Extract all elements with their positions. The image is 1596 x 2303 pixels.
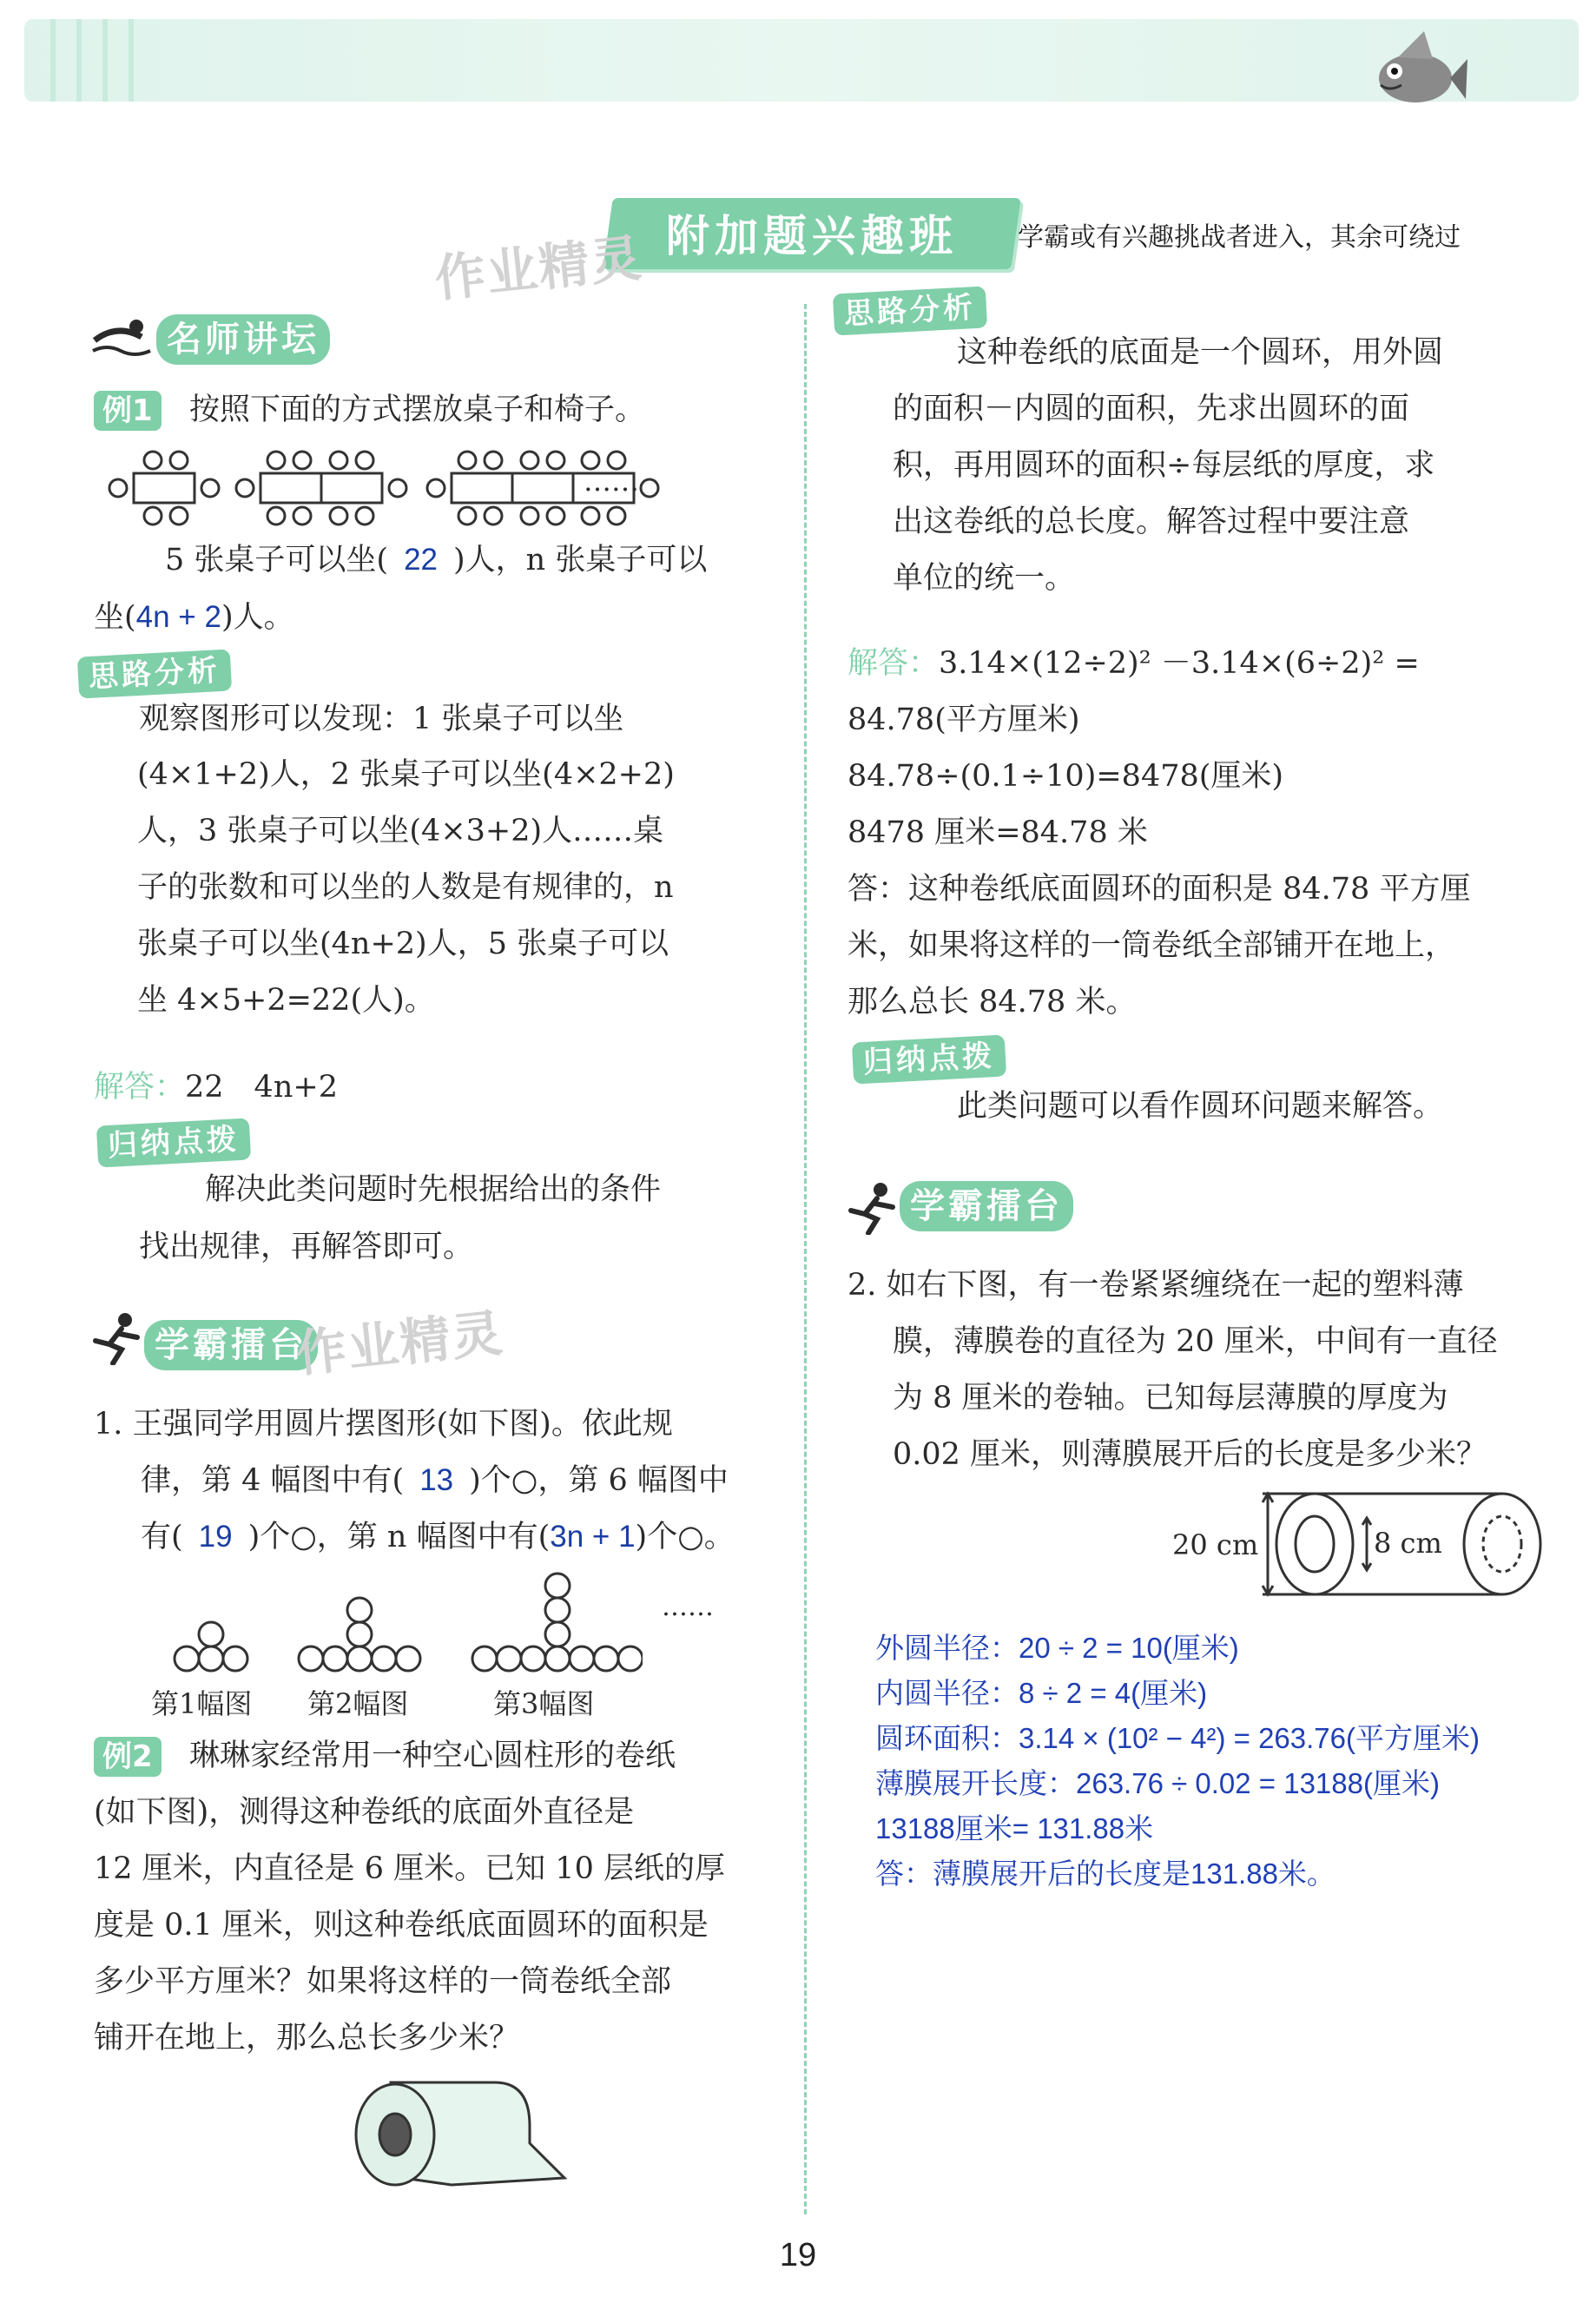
analysis-2-line-3: 积，再用圆环的面积÷每层纸的厚度，求 bbox=[893, 448, 1435, 483]
analysis-2-line-1: 这种卷纸的底面是一个圆环，用外圆 bbox=[957, 335, 1444, 370]
figure-ellipsis: …… bbox=[584, 465, 639, 498]
analysis-1-line-5: 张桌子可以坐(4n+2)人，5 张桌子可以 bbox=[137, 927, 669, 961]
example-2-line-2: (如下图)，测得这种卷纸的底面外直径是 bbox=[94, 1795, 635, 1830]
solution-line-6: 答：薄膜展开后的长度是131.88米。 bbox=[875, 1858, 1335, 1890]
summary-2-tag: 归纳点拨 bbox=[852, 1034, 1006, 1084]
answer-2-line-6: 米，如果将这样的一筒卷纸全部铺开在地上， bbox=[847, 928, 1456, 963]
example-1-tag: 例1 bbox=[94, 391, 162, 431]
solution-line-5: 13188厘米= 131.88米 bbox=[875, 1812, 1154, 1844]
circle-patterns-figure bbox=[156, 1568, 643, 1681]
solution-line-4: 薄膜展开长度：263.76 ÷ 0.02 = 13188(厘米) bbox=[875, 1767, 1440, 1799]
answer-2-line-4: 8478 厘米=84.78 米 bbox=[847, 815, 1148, 850]
example-2-tag: 例2 bbox=[94, 1737, 162, 1777]
pattern-ellipsis: …… bbox=[662, 1592, 714, 1622]
caption-figure-1: 第1幅图 bbox=[151, 1687, 253, 1720]
analysis-1-line-2: (4×1+2)人，2 张桌子可以坐(4×2+2) bbox=[137, 757, 675, 792]
page-number: 19 bbox=[779, 2237, 817, 2273]
analysis-1-line-3: 人，3 张桌子可以坐(4×3+2)人……桌 bbox=[137, 814, 664, 848]
answer-22: 22 bbox=[404, 543, 438, 577]
example-1-blank-line-2: 坐(4n + 2)人。 bbox=[94, 600, 294, 635]
analysis-1-line-4: 子的张数和可以坐的人数是有规律的，n bbox=[137, 870, 674, 905]
summary-1-line-2: 找出规律，再解答即可。 bbox=[139, 1230, 474, 1264]
answer-2-line-7: 那么总长 84.78 米。 bbox=[847, 985, 1137, 1020]
runner-icon bbox=[90, 1311, 142, 1365]
analysis-2-line-2: 的面积－内圆的面积，先求出圆环的面 bbox=[893, 392, 1410, 426]
analysis-1-line-6: 坐 4×5+2=22(人)。 bbox=[137, 983, 435, 1018]
summary-2-text: 此类问题可以看作圆环问题来解答。 bbox=[957, 1089, 1444, 1124]
section-title-top-student-arena: 学霸擂台 bbox=[144, 1320, 318, 1370]
example-1-blank-line-1: 5 张桌子可以坐( 22 )人，n 张桌子可以 bbox=[165, 543, 708, 577]
analysis-2-line-4: 出这卷纸的总长度。解答过程中要注意 bbox=[893, 505, 1410, 539]
solution-line-2: 内圆半径：8 ÷ 2 = 4(厘米) bbox=[875, 1677, 1208, 1709]
analysis-2-line-5: 单位的统一。 bbox=[893, 561, 1076, 596]
label-8cm: 8 cm bbox=[1374, 1527, 1442, 1560]
question-2-line-1: 2. 如右下图，有一卷紧紧缠绕在一起的塑料薄 bbox=[847, 1268, 1464, 1303]
question-1-line-3: 有( 19 )个○，第 n 幅图中有(3n + 1)个○。 bbox=[141, 1520, 735, 1554]
watermark-2: 作业精灵 bbox=[293, 1303, 507, 1384]
analysis-2-tag: 思路分析 bbox=[833, 286, 987, 335]
answer-19: 19 bbox=[198, 1520, 233, 1554]
answer-1: 解答：22 4n+2 bbox=[94, 1070, 338, 1105]
question-2-line-4: 0.02 厘米，则薄膜展开后的长度是多少米？ bbox=[893, 1437, 1487, 1472]
section-title-famous-teacher: 名师讲坛 bbox=[156, 314, 330, 365]
summary-1-line-1: 解决此类问题时先根据给出的条件 bbox=[205, 1172, 662, 1207]
example-2-line-3: 12 厘米，内直径是 6 厘米。已知 10 层纸的厚 bbox=[94, 1851, 725, 1886]
question-2-line-2: 膜，薄膜卷的直径为 20 厘米，中间有一直径 bbox=[893, 1324, 1498, 1359]
answer-4n-plus-2: 4n + 2 bbox=[135, 600, 221, 634]
example-2-line-5: 多少平方厘米？如果将这样的一筒卷纸全部 bbox=[94, 1964, 672, 1999]
fish-icon bbox=[1363, 26, 1467, 122]
caption-figure-3: 第3幅图 bbox=[493, 1687, 595, 1720]
label-20cm: 20 cm bbox=[1172, 1528, 1259, 1561]
caption-figure-2: 第2幅图 bbox=[307, 1687, 409, 1720]
swimmer-icon bbox=[91, 314, 152, 358]
watermark: 作业精灵 bbox=[432, 228, 646, 309]
top-banner-background bbox=[24, 19, 1579, 102]
column-divider bbox=[804, 304, 807, 2214]
example-2-line-4: 度是 0.1 厘米，则这种卷纸底面圆环的面积是 bbox=[94, 1908, 709, 1943]
paper-roll-figure bbox=[347, 2074, 573, 2187]
runner-icon-2 bbox=[846, 1181, 898, 1235]
question-1-line-1: 1. 王强同学用圆片摆图形(如下图)。依此规 bbox=[94, 1407, 673, 1442]
answer-2-line-5: 答：这种卷纸底面圆环的面积是 84.78 平方厘 bbox=[847, 872, 1471, 907]
answer-2-line-1: 解答：3.14×(12÷2)² －3.14×(6÷2)² = bbox=[847, 646, 1420, 681]
answer-2-line-2: 84.78(平方厘米) bbox=[847, 703, 1080, 737]
solution-line-1: 外圆半径：20 ÷ 2 = 10(厘米) bbox=[875, 1632, 1239, 1664]
answer-13: 13 bbox=[419, 1463, 454, 1497]
page-title: 附加题兴趣班 bbox=[666, 211, 958, 261]
section-title-top-student-arena-2: 学霸擂台 bbox=[900, 1181, 1073, 1231]
answer-3n-plus-1: 3n + 1 bbox=[550, 1520, 636, 1554]
example-2-line-6: 铺开在地上，那么总长多少米？ bbox=[94, 2021, 520, 2056]
example-1-question: 按照下面的方式摆放桌子和椅子。 bbox=[189, 393, 646, 427]
summary-1-tag: 归纳点拨 bbox=[96, 1118, 251, 1167]
solution-line-3: 圆环面积：3.14 × (10² − 4²) = 263.76(平方厘米) bbox=[875, 1722, 1480, 1754]
example-2-line-1: 琳琳家经常用一种空心圆柱形的卷纸 bbox=[189, 1739, 676, 1773]
question-1-line-2: 律，第 4 幅图中有( 13 )个○，第 6 幅图中 bbox=[141, 1463, 729, 1498]
title-note: 学霸或有兴趣挑战者进入，其余可绕过 bbox=[1018, 222, 1461, 253]
analysis-1-line-1: 观察图形可以发现：1 张桌子可以坐 bbox=[139, 702, 624, 736]
analysis-1-tag: 思路分析 bbox=[77, 649, 232, 698]
answer-2-line-3: 84.78÷(0.1÷10)=8478(厘米) bbox=[847, 759, 1284, 794]
question-2-line-3: 为 8 厘米的卷轴。已知每层薄膜的厚度为 bbox=[893, 1381, 1448, 1415]
